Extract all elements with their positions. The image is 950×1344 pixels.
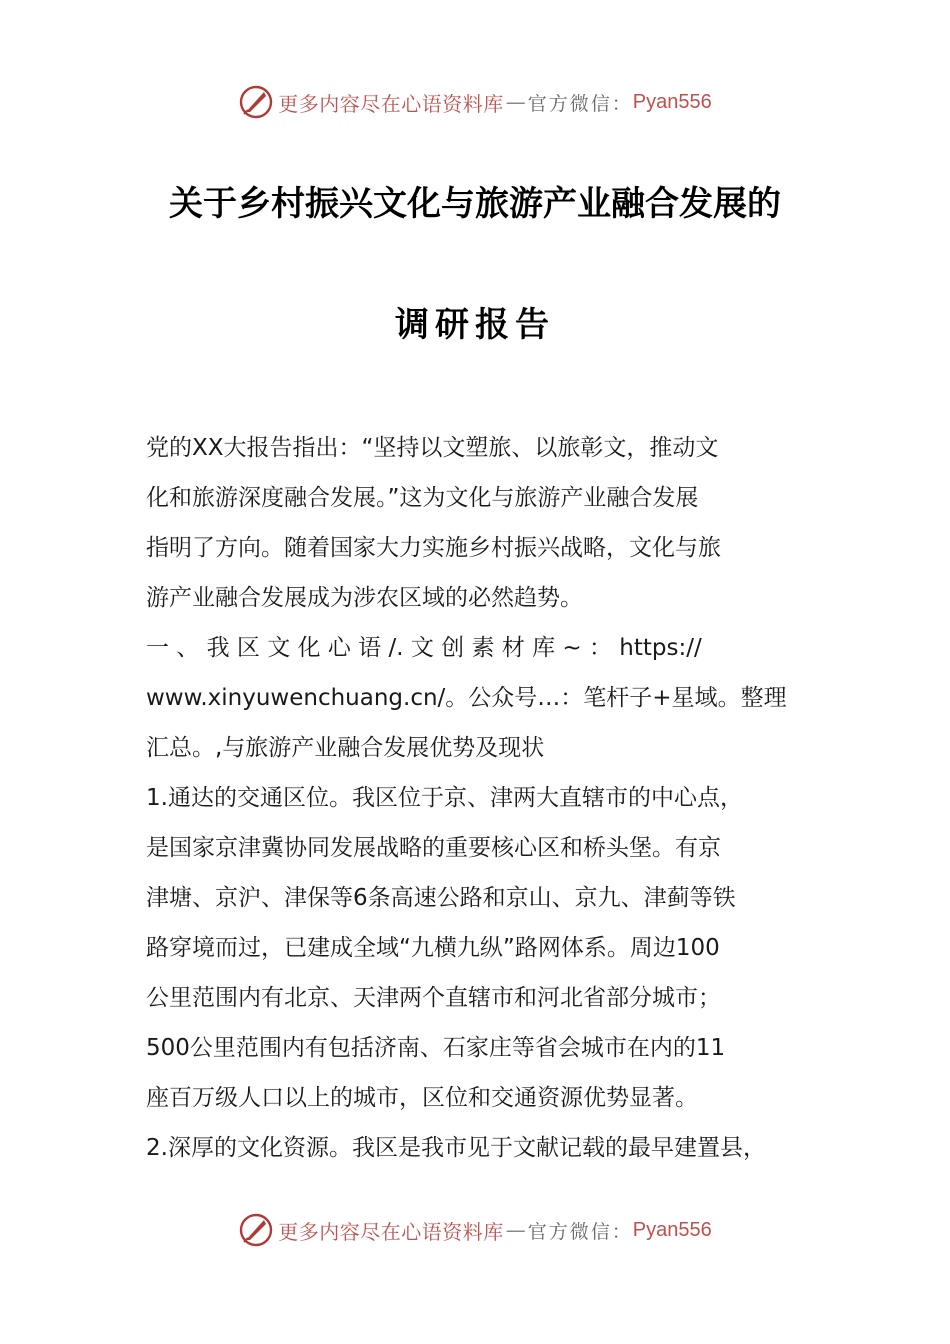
- banner-official-label: 官方微信：: [527, 1220, 633, 1243]
- document-title-line-2: 调研报告: [395, 305, 555, 345]
- banner-wechat-id: Pyan556: [632, 90, 712, 113]
- quill-logo-icon: [238, 84, 274, 120]
- banner-site-text: 更多内容尽在心语资料库: [278, 1219, 504, 1244]
- body-line: 一 、 我 区 文 化 心 语 /. 文 创 素 材 库 ~ ： https://: [146, 635, 702, 661]
- banner-site-text: 更多内容尽在心语资料库: [278, 91, 504, 116]
- banner-wechat-id: Pyan556: [632, 1218, 712, 1241]
- body-line: 1.通达的交通区位。我区位于京、津两大直辖市的中心点，: [146, 785, 743, 811]
- body-line: 路穿境而过，已建成全域“九横九纵”路网体系。周边100: [146, 935, 720, 961]
- body-line: 2.深厚的文化资源。我区是我市见于文献记载的最早建置县，: [146, 1135, 766, 1161]
- body-line: 党的XX大报告指出：“坚持以文塑旅、以旅彰文，推动文: [146, 435, 719, 461]
- body-line: 500公里范围内有包括济南、石家庄等省会城市在内的11: [146, 1035, 726, 1061]
- header-watermark-banner: [0, 82, 950, 122]
- banner-dash: —: [505, 1218, 526, 1242]
- quill-logo-icon: [238, 1212, 274, 1248]
- body-line: 化和旅游深度融合发展。”这为文化与旅游产业融合发展: [146, 485, 699, 511]
- body-line: 座百万级人口以上的城市，区位和交通资源优势显著。: [146, 1085, 698, 1111]
- body-line: 公里范围内有北京、天津两个直辖市和河北省部分城市；: [146, 985, 721, 1011]
- banner-official-label: 官方微信：: [527, 92, 633, 115]
- banner-dash: —: [505, 90, 526, 114]
- body-line: 汇总。,与旅游产业融合发展优势及现状: [146, 735, 545, 761]
- document-title-line-1: 关于乡村振兴文化与旅游产业融合发展的: [169, 184, 781, 224]
- body-line: 是国家京津冀协同发展战略的重要核心区和桥头堡。有京: [146, 835, 721, 861]
- body-line: 游产业融合发展成为涉农区域的必然趋势。: [146, 585, 583, 611]
- footer-watermark-banner: [0, 1210, 950, 1250]
- body-line: 指明了方向。随着国家大力实施乡村振兴战略，文化与旅: [146, 535, 721, 561]
- body-line: 津塘、京沪、津保等6条高速公路和京山、京九、津蓟等铁: [146, 885, 736, 911]
- body-line: www.xinyuwenchuang.cn/。公众号…：笔杆子+星域。整理: [146, 685, 787, 711]
